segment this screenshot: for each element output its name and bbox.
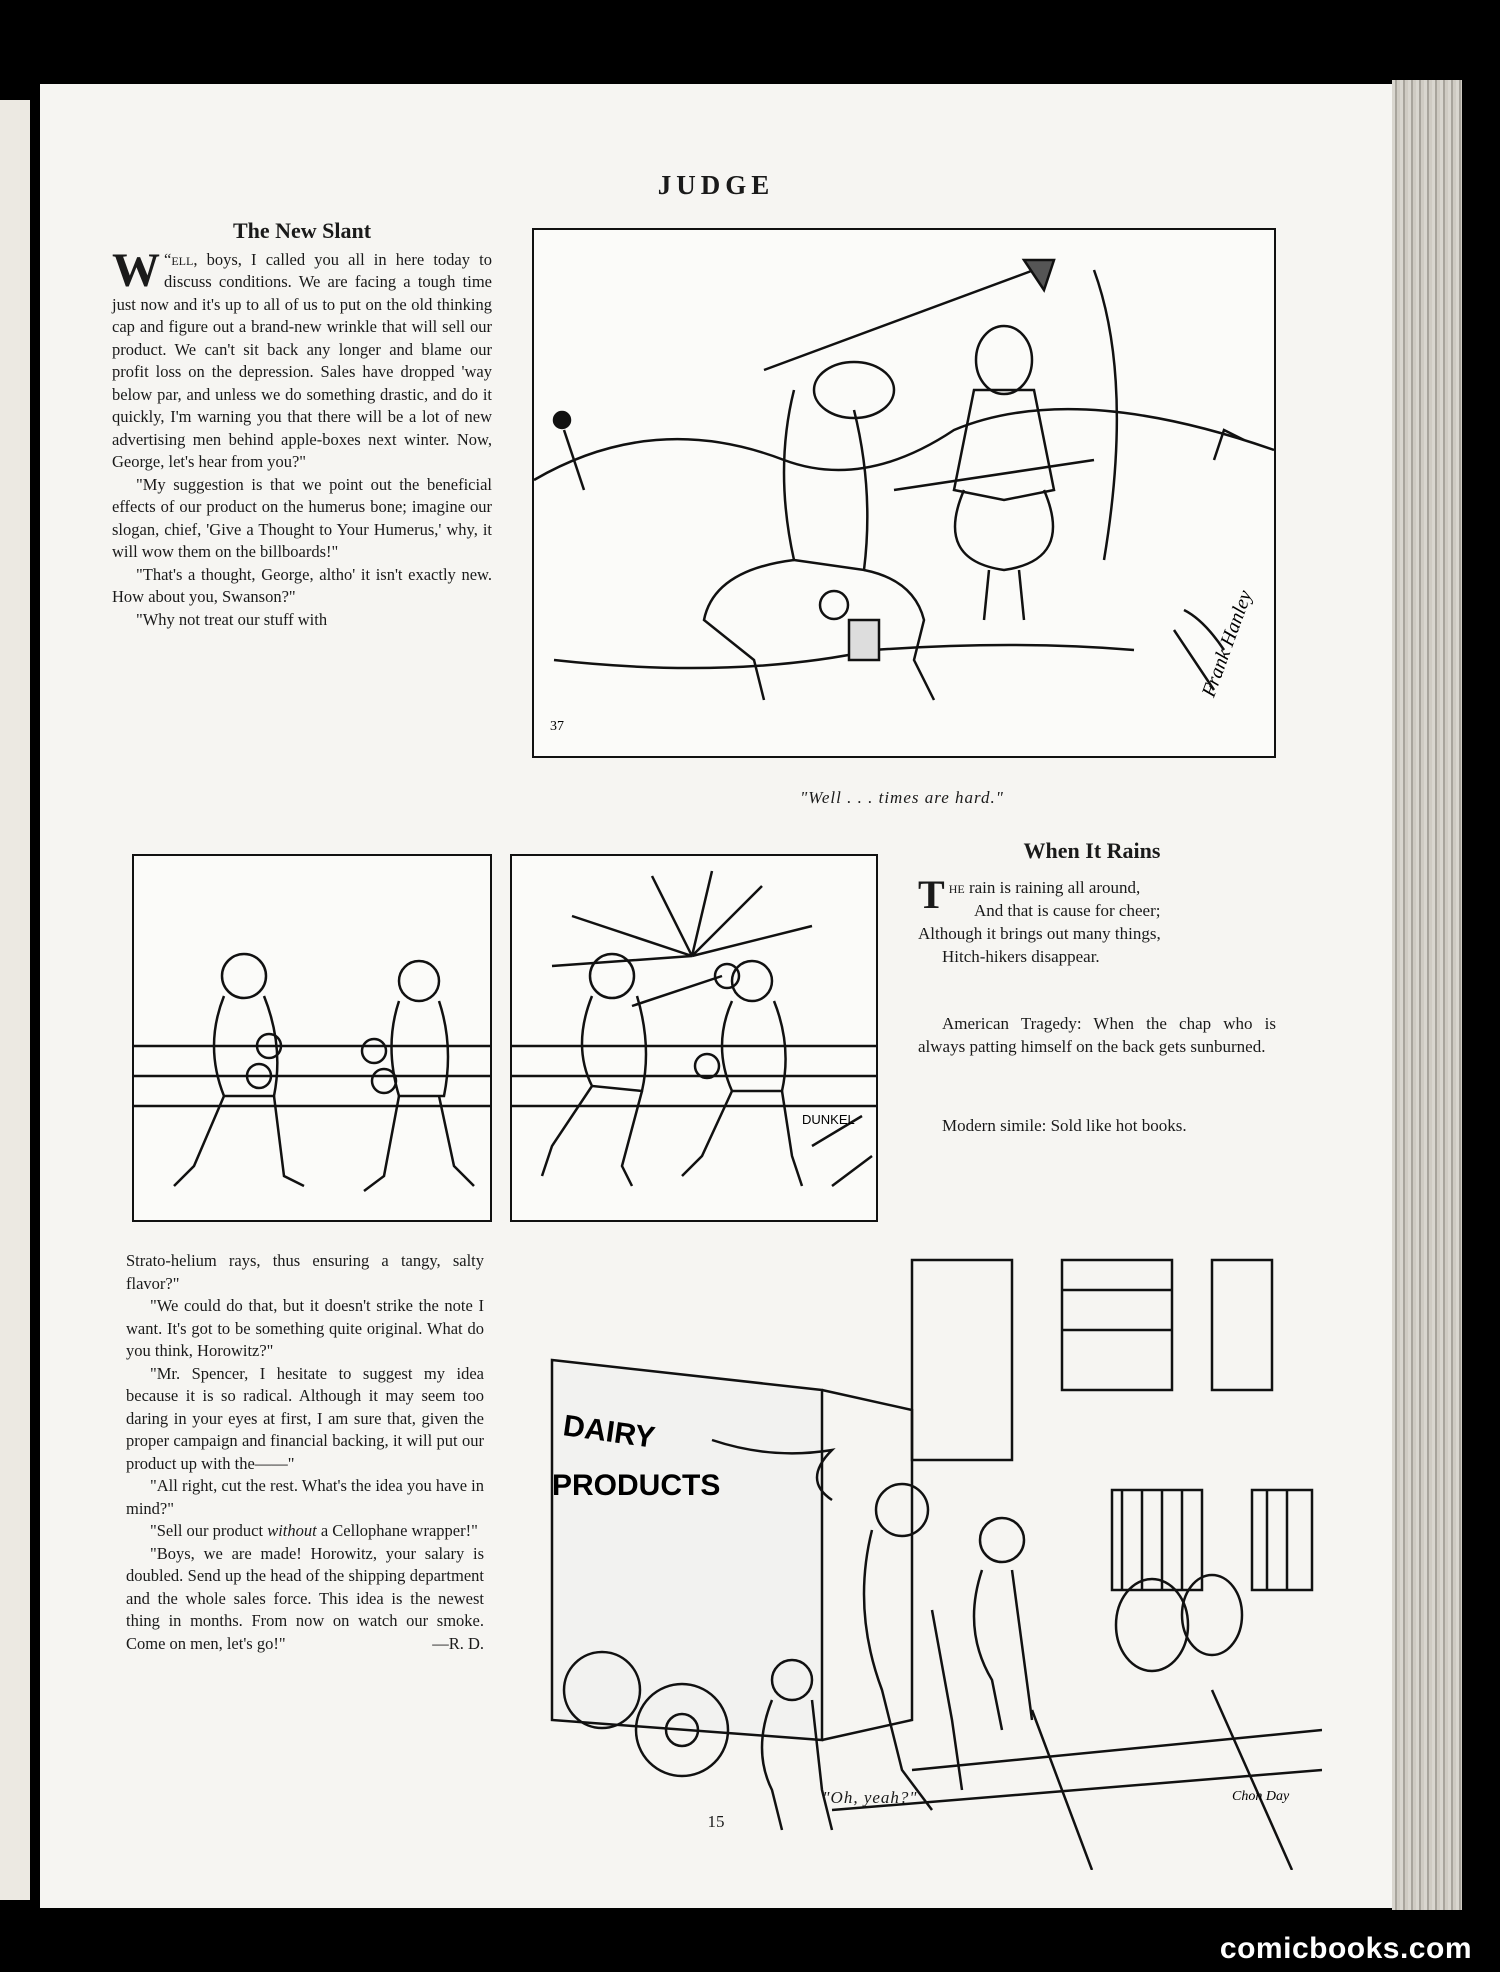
- article-paragraph-4-cont: Strato-helium rays, thus ensuring a tangy, salty flavor?": [126, 1251, 484, 1293]
- article-paragraph-2: "My suggestion is that we point out the beneficial effects of our product on the humerus bone; imagine our slogan, chief, 'Give a Thought to Your Humerus,' why, it will wow them on the billboards!": [112, 474, 492, 561]
- magazine-title: JUDGE: [657, 170, 775, 200]
- golf-artist-signature: Frank Hanley: [1197, 587, 1257, 700]
- article-column-bottom: [126, 1250, 484, 1655]
- truck-sign-line-2: PRODUCTS: [552, 1469, 721, 1502]
- article-paragraph-1: “ W ell, boys, I called you all in here today to discuss conditions. We are facing a tough time just now and it's up to all of us to put on the old thinking cap and figure out a brand-new wrinkle that will sell our product. We can't sit back any longer and blame our profit loss on the depression. Sales have dropped 'way below par, and unless we do something drastic, and do it quickly, I'm warning you that there will be a lot of new advertising men behind apple-boxes next winter. Now, George, let's hear from you?": [112, 243, 492, 471]
- poem-text: The rain is raining all around, And that is cause for cheer; Although it brings out many things, Hitch-hikers disappear.: [918, 872, 1161, 966]
- article-paragraph-8: "Sell our product without a Cellophane wrapper!": [150, 1521, 478, 1540]
- magazine-page: [40, 84, 1392, 1908]
- page-edges: [1392, 80, 1462, 1910]
- poem-block: [912, 838, 1272, 864]
- plate-number: 37: [550, 719, 564, 734]
- boxing-panel-1: [132, 854, 492, 1222]
- truck-sign-line-1: DAIRY: [561, 1409, 657, 1455]
- dropcap: W: [112, 243, 160, 297]
- page-number: 15: [707, 1812, 725, 1831]
- article-paragraph-4: "Why not treat our stuff with: [136, 609, 328, 629]
- boxing-panel-2: [510, 854, 878, 1222]
- article-paragraph-5: "We could do that, but it doesn't strike the note I want. It's got to be something quite original. What do you think, Horowitz?": [126, 1296, 484, 1360]
- dairy-caption: "Oh, yeah?": [822, 1788, 918, 1807]
- article-paragraph-3: "That's a thought, George, altho' it isn't exactly new. How about you, Swanson?": [112, 564, 492, 606]
- golf-cartoon: [532, 228, 1276, 758]
- poem-title: When It Rains: [1023, 838, 1161, 863]
- poem-dropcap: T: [918, 872, 945, 917]
- dairy-illustration: [532, 1250, 1322, 1870]
- dairy-cartoon: [532, 1250, 1322, 1870]
- article-column-top: [112, 220, 492, 631]
- article-paragraph-6: "Mr. Spencer, I hesitate to suggest my idea because it is so radical. Although it may seem too daring in your eyes at first, I am sure that, given the proper campaign and financial backing, it will put our product up with the——": [126, 1363, 484, 1473]
- golf-illustration: [534, 230, 1274, 756]
- golf-caption: "Well . . . times are hard.": [800, 788, 1004, 807]
- boxing-illustration-1: [134, 856, 490, 1220]
- article-paragraph-9: "Boys, we are made! Horowitz, your salary is doubled. Send up the head of the shipping department and the whole sales force. This idea is the newest thing in months. From now on watch our smoke. Come on men, let's go!" —R. D.: [126, 1543, 484, 1656]
- article-signature: —R. D.: [432, 1633, 484, 1653]
- book-spine: [0, 100, 30, 1900]
- joke-2: Modern simile: Sold like hot books.: [942, 1116, 1187, 1135]
- boxing-artist-signature: DUNKEL: [802, 1112, 855, 1127]
- article-title: The New Slant: [232, 218, 372, 243]
- joke-1: American Tragedy: When the chap who is always patting himself on the back gets sunburned.: [918, 1014, 1276, 1056]
- watermark: comicbooks.com: [1219, 1932, 1472, 1965]
- article-paragraph-7: "All right, cut the rest. What's the idea you have in mind?": [126, 1476, 484, 1518]
- boxing-illustration-2: [512, 856, 876, 1220]
- dairy-artist-signature: Chon Day: [1232, 1789, 1290, 1804]
